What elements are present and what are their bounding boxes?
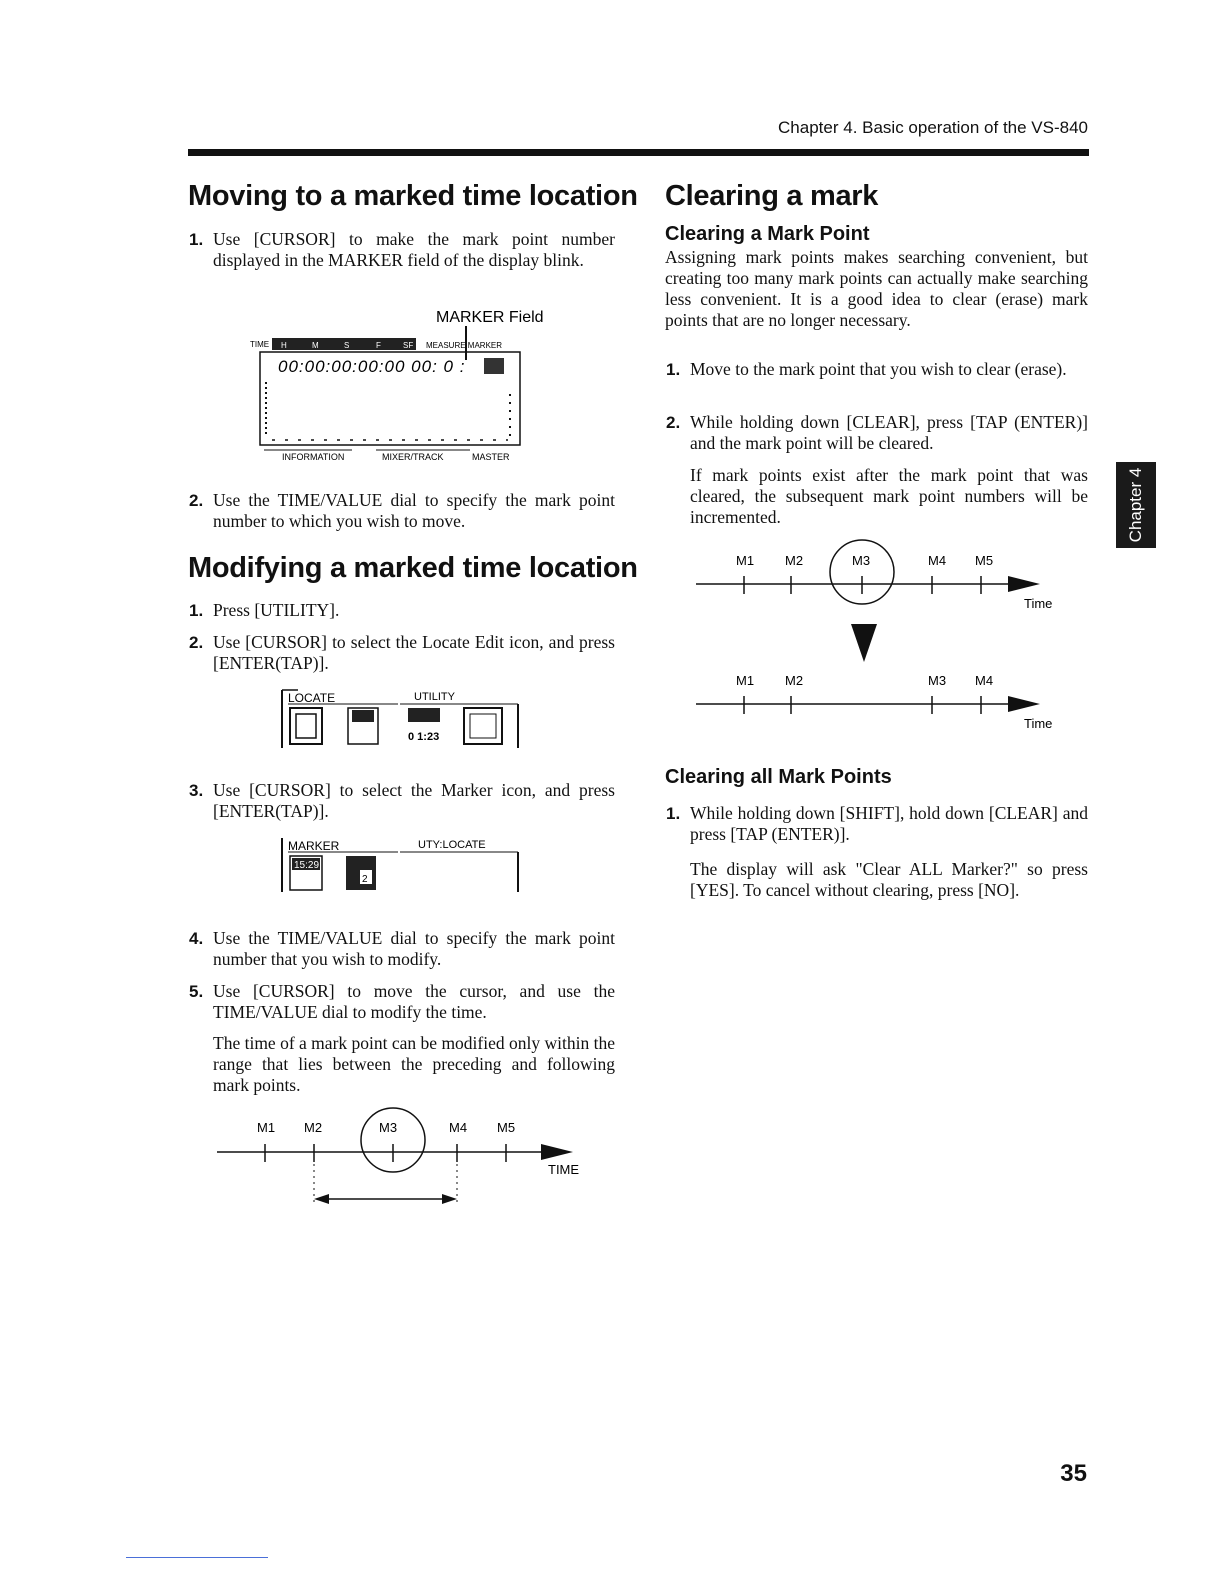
header-rule	[188, 149, 1089, 156]
uty-locate-crumb: UTY:LOCATE	[418, 839, 486, 851]
display-figure	[248, 302, 544, 464]
modifying-note: The time of a mark point can be modified only within the range that lies between the preceding and following mark points.	[213, 1033, 615, 1095]
step-text: Use [CURSOR] to make the mark point number displayed in the MARKER field of the display blink.	[213, 229, 615, 270]
svg-text:F: F	[376, 341, 381, 350]
svg-text:M3: M3	[852, 553, 871, 568]
master-label: MASTER	[472, 452, 510, 462]
heading-clearing: Clearing a mark	[665, 180, 879, 212]
svg-text:M2: M2	[785, 673, 804, 688]
svg-text:S: S	[344, 341, 350, 350]
locate-counter: 0 1:23	[408, 731, 440, 743]
svg-text:M1: M1	[257, 1120, 276, 1135]
svg-text:M3: M3	[379, 1120, 398, 1135]
chapter-tab	[1116, 462, 1156, 548]
clear-note: If mark points exist after the mark point that was cleared, the subsequent mark point numbers will be incremented.	[690, 465, 1088, 527]
modifying-step-4: 4. Use the TIME/VALUE dial to specify the mark point number that you wish to modify.	[189, 928, 615, 969]
svg-text:TIME: TIME	[548, 1162, 580, 1177]
page-number: 35	[1060, 1460, 1087, 1487]
svg-text:M: M	[312, 341, 319, 350]
clear-intro: Assigning mark points makes searching convenient, but creating too many mark points can actually make searching less convenient. It is a good idea to clear (erase) mark points that are no longer necessary.	[665, 247, 1088, 330]
svg-text:SF: SF	[403, 341, 414, 350]
svg-text:H: H	[281, 341, 287, 350]
marker-icon	[408, 708, 440, 722]
svg-text:Time: Time	[1024, 716, 1053, 731]
svg-text:M5: M5	[975, 553, 994, 568]
heading-moving: Moving to a marked time location	[188, 180, 638, 212]
svg-text:Time: Time	[1024, 596, 1053, 611]
moving-step-2: 2. Use the TIME/VALUE dial to specify the mark point number to which you wish to move.	[189, 490, 615, 531]
subheading-mark-point: Clearing a Mark Point	[665, 223, 870, 245]
information-label: INFORMATION	[282, 452, 345, 462]
svg-text:M1: M1	[736, 553, 755, 568]
clear-step-1: 1. Move to the mark point that you wish to clear (erase).	[666, 359, 1067, 379]
time-label: TIME	[250, 340, 270, 349]
svg-text:15:29: 15:29	[294, 860, 320, 871]
step-number: 1.	[189, 230, 204, 249]
svg-text:M5: M5	[497, 1120, 516, 1135]
modify-timeline	[215, 1108, 590, 1212]
mixer-track-label: MIXER/TRACK	[382, 452, 444, 462]
down-arrow-icon	[848, 622, 880, 664]
marker-title: MARKER	[288, 839, 340, 853]
svg-text:M1: M1	[736, 673, 755, 688]
svg-text:M4: M4	[449, 1120, 468, 1135]
footer-line	[126, 1557, 268, 1558]
locate-screen	[278, 686, 528, 752]
modifying-step-3: 3. Use [CURSOR] to select the Marker icon, and press [ENTER(TAP)].	[189, 780, 615, 821]
subheading-all-marks: Clearing all Mark Points	[665, 766, 892, 788]
timeline-after	[690, 664, 1065, 738]
time-readout: 00:00:00:00:00 00: 0 :	[278, 357, 466, 376]
clear-all-step-1: 1. While holding down [SHIFT], hold down [CLEAR] and press [TAP (ENTER)].	[666, 803, 1088, 844]
clear-step-2: 2. While holding down [CLEAR], press [TAP (ENTER)] and the mark point will be cleared.	[666, 412, 1088, 453]
utility-crumb: UTILITY	[414, 691, 455, 703]
svg-text:2: 2	[362, 874, 368, 885]
moving-step-1	[189, 229, 615, 271]
svg-text:M3: M3	[928, 673, 947, 688]
marker-field-label: MARKER Field	[436, 309, 544, 326]
svg-text:M2: M2	[785, 553, 804, 568]
locate-title: LOCATE	[288, 691, 336, 705]
modifying-step-1: 1. Press [UTILITY].	[189, 600, 340, 620]
svg-text:MEASURE MARKER: MEASURE MARKER	[426, 341, 503, 350]
modifying-step-2: 2. Use [CURSOR] to select the Locate Edit icon, and press [ENTER(TAP)].	[189, 632, 615, 673]
svg-text:M4: M4	[928, 553, 947, 568]
timeline-before	[690, 538, 1065, 618]
modifying-step-5: 5. Use [CURSOR] to move the cursor, and use the TIME/VALUE dial to modify the time.	[189, 981, 615, 1022]
chapter-header: Chapter 4. Basic operation of the VS-840	[778, 118, 1088, 137]
chapter-tab-label: Chapter 4	[1126, 467, 1145, 543]
svg-text:M2: M2	[304, 1120, 323, 1135]
clear-all-note: The display will ask "Clear ALL Marker?" so press [YES]. To cancel without clearing, press [NO].	[690, 859, 1088, 900]
heading-modifying: Modifying a marked time location	[188, 552, 638, 584]
marker-screen	[278, 834, 528, 896]
svg-text:M4: M4	[975, 673, 994, 688]
